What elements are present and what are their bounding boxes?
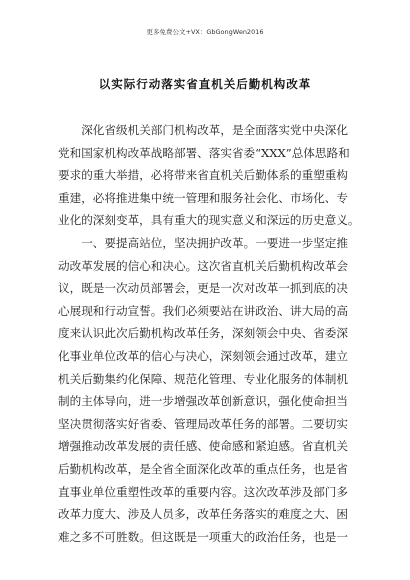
body-line: 难之多不可胜数。但这既是一项重大的政治任务，也是一 bbox=[58, 529, 348, 544]
body-line: 增强推动改革发展的责任感、使命感和紧迫感。省直机关 bbox=[58, 439, 348, 454]
body-line: 化事业单位改革的信心与决心，深刻领会通过改革，建立 bbox=[58, 348, 348, 363]
body-line: 改革力度大、涉及人员多，改革任务落实的难度之大、困 bbox=[58, 507, 348, 522]
body-line: 党和国家机构改革战略部署、落实省委“XXX”总体思路和 bbox=[58, 145, 350, 160]
body-line: 制的主体导向，进一步增强改革创新意识，强化使命担当 bbox=[58, 394, 348, 409]
body-line: 一、要提高站位，坚决拥护改革。一要进一步坚定推 bbox=[58, 235, 348, 250]
body-line: 深化省级机关部门机构改革，是全面落实党中央深化 bbox=[58, 123, 348, 137]
document-body bbox=[58, 119, 360, 548]
body-line: 业化的深刻变革，具有重大的现实意义和深远的历史意义。 bbox=[58, 213, 360, 228]
body-line: 后勤机构改革，是全省全面深化改革的重点任务，也是省 bbox=[58, 461, 348, 476]
body-line: 机关后勤集约化保障、规范化管理、专业化服务的体制机 bbox=[58, 371, 348, 386]
body-line: 心展现和行动宣誓。我们必须要站在讲政治、讲大局的高 bbox=[58, 303, 348, 318]
body-line: 度来认识此次后勤机构改革任务，深刻领会中央、省委深 bbox=[58, 326, 348, 341]
page-header: 更多免费公文+VX：GbGongWen2016 bbox=[146, 28, 264, 36]
body-line: 直事业单位重塑性改革的重要内容。这次改革涉及部门多 bbox=[58, 484, 348, 499]
body-line: 重建，必将推进集中统一管理和服务社会化、市场化、专 bbox=[58, 190, 348, 205]
body-line: 要求的重大举措，必将带来省直机关后勤体系的重塑重构 bbox=[58, 168, 348, 183]
body-line: 坚决贯彻落实好省委、管理局改革任务的部署。二要切实 bbox=[58, 416, 348, 431]
body-line: 动改革发展的信心和决心。这次省直机关后勤机构改革会 bbox=[58, 258, 348, 273]
body-line: 议，既是一次动员部署会，更是一次对改革一抓到底的决 bbox=[58, 281, 348, 296]
document-title: 以实际行动落实省直机关后勤机构改革 bbox=[98, 77, 312, 91]
